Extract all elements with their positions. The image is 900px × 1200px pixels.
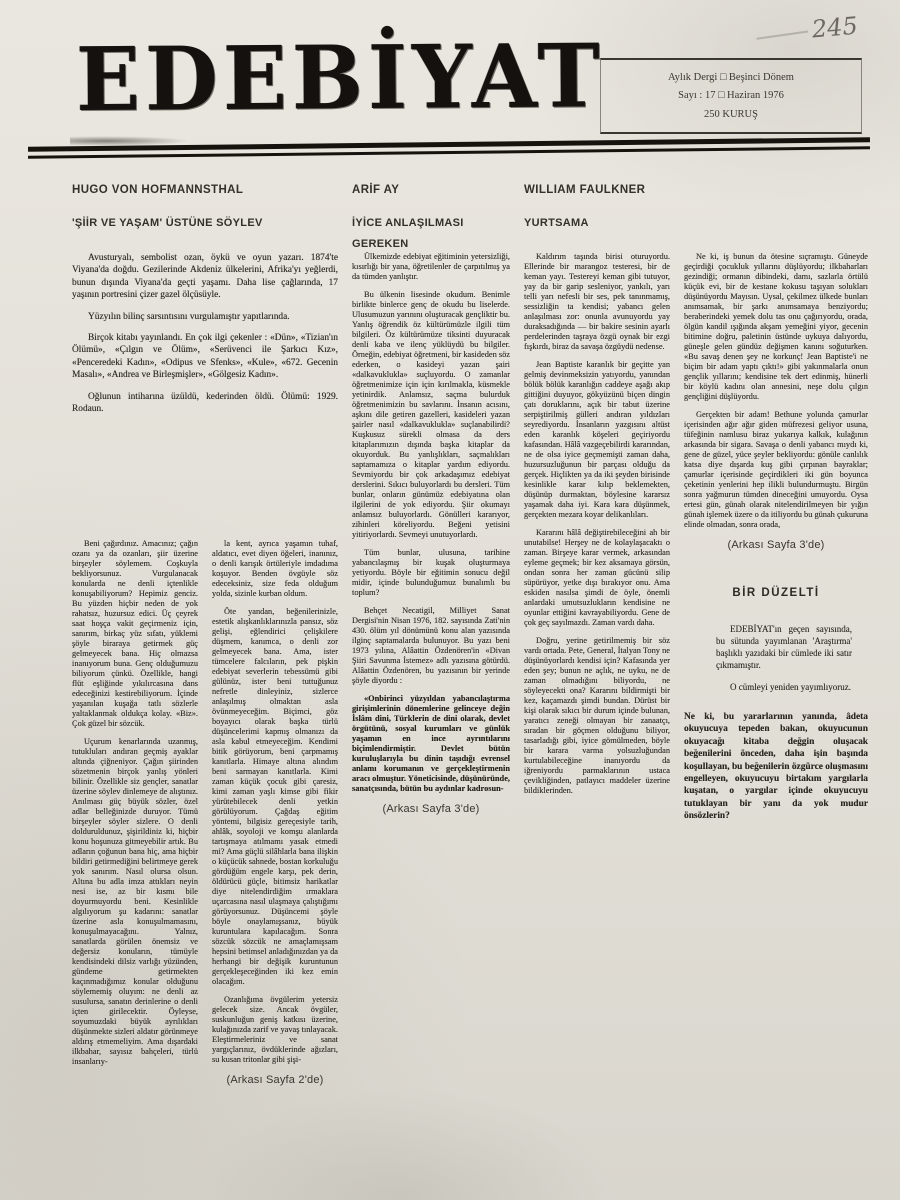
paragraph: Ülkemizde edebiyat eğitiminin yetersizliği, kısırlığı bir yana, öğretilenler de çarpıtılmış ya da tümden yanlıştır. bbox=[352, 252, 510, 281]
article-2-title: İYİCE ANLAŞILMASI GEREKEN bbox=[352, 217, 464, 250]
issue-info-line-1: Aylık Dergi □ Beşinci Dönem bbox=[668, 72, 794, 83]
paragraph: Avusturyalı, sembolist ozan, öykü ve oyun yazarı. 1874'te Viyana'da doğdu. Gezilerinde Akdeniz ülkelerini, Afrika'yı yeğlerdi, bunun dışında Viyana'da geçti yaşamı. Daha lise çağlarında, 17 yaşının portresini çizer gazel ölçüsüyle. bbox=[72, 253, 338, 301]
article-2-quote: «Onbirinci yüzyıldan yabancılaştırma girişimlerinin dönemlerine gelinceye değin İslâm dini, Türklerin de dini olarak, devlet örgütünü, sosyal kurumları ve günlük yaşamın en ince ayrıntılarını biçimlendirmiştir. Devlet bütün kuruluşlarıyla bu dinin taşıdığı evrensel anlamı korumanın ve gerçekleştirmenin aracı olmuştur. Yöneticisinde, düşünüründe, sanatçısında, bütün bu aydınlar kadrosun- bbox=[352, 694, 510, 793]
paragraph: Yüzyılın bilinç sarsıntısını vurgulamıştır yapıtlarında. bbox=[88, 311, 290, 322]
article-1-column-2 bbox=[212, 539, 338, 1200]
correction-notice bbox=[684, 587, 868, 823]
paragraph: Bu ülkenin lisesinde okudum. Benimle birlikte binlerce genç de okudu bu liselerde. Ulusumuzun yarınını oluşturacak gençliktir bu. Yanlış öğrendik öz kültürümüzle ilgili tüm bilgileri. Öz kültürümüze tiksinti duyuracak denli kaba ve ilenç yüklüydü bu bilgiler. Örneğin, edebiyat öğretmeni, bir kasideden söz ederken, o kasideyi yazan şairi «dalkavuklukla» suçluyordu. O zamanlar öğretmenimize için için kırılmakla, küsmekle yetinirdik. Anlamsız, saçma bulurduk öğretmenimizin bu savlarını. İnsanın acısını, aşkını dile getiren gazelleri, kasideleri yazan şairler nasıl «dalkavuklukla» suçlanabilirdi? Kuşkusuz sürekli olmasa da ders kitaplarımızın dışında başka kitaplar da okuyorduk. Bu yanlışlıkları, saçmalıkları saptamamıza o kitaplar yardım ediyordu. Sevmiyordu bir çok arkadaşımız edebiyat derslerini. Sıkıcı buluyorlardı bu dersleri. Tüm bunlar, onların günümüz edebiyatına olan ilgilerini de yok ediyordu. Şiir okumayı anlamsız buluyorlardı. Gönülleri kararıyor, zihinleri köreliyordu. Beğeni yetisini yitiriyorlardı. Sevmeyi unutuyorlardı. bbox=[352, 290, 510, 539]
correction-paragraph-1: EDEBİYAT'ın geçen sayısında, bu sütunda yayımlanan 'Araştırma' başlıklı yazıdaki bir cümlede iki satır çıkmamıştır. bbox=[716, 624, 852, 670]
article-headers bbox=[72, 184, 868, 255]
article-1-column-1 bbox=[72, 539, 198, 1200]
handwritten-page-number: 245 bbox=[755, 12, 859, 49]
article-1-header bbox=[72, 184, 338, 255]
article-2-column bbox=[352, 252, 510, 1200]
correction-paragraph-3: Ne ki, bu yararlarının yanında, âdeta okuyucuya tepeden bakan, okuyucunun okuyacağı kitaba değgin oluşacak beğenilerini önceden, daha işin başında koşullayan, bu beğenilerin özgürce oluşmasını engelleyen, okuyucuyu birtakım yargılarla kuşatan, o yargılar içinde okuyucuyu tutuklayan bir yanı da yok mudur önsözlerin? bbox=[684, 712, 868, 822]
paragraph: Jean Baptiste karanlık bir geçitte yan gelmiş devinmeksizin yatıyordu, yanından bölük bölük karanlığın caddeye aşağı akıp gittiğini duyuyor, gökyüzünü biçen dingin çatı doruklarını, açık bir tabut üzerine serpiştirilmiş gülleri andıran yıldızları seyrediyordu. İnsanların yazgısını altüst eden karanlık köşeleri geçiriyordu kafasından. Hâlâ vazgeçebilirdi kararından, ne de olsa iyice geçmemişti zaman daha, huzursuzluğunun bir parçası olduğu da gerçek. Hiçlikten ya da iki şeyden birisinde kesinlikle karar kılıp beklemekten, düşünüp durmaktan, böylesine kararsız yaşamak daha iyi. Kara kara düşünmek, gerçekten mezara koyar delikanlıları. bbox=[524, 360, 670, 519]
article-1-author: HUGO VON HOFMANNSTHAL bbox=[72, 184, 244, 196]
article-1-title: 'ŞİİR VE YAŞAM' ÜSTÜNE SÖYLEV bbox=[72, 217, 263, 229]
article-3-continuation: (Arkası Sayfa 3'de) bbox=[727, 539, 825, 551]
article-3-header bbox=[524, 184, 868, 255]
article-columns bbox=[72, 252, 868, 1200]
paragraph: Ne ki, iş bunun da ötesine sıçramıştı. Güneyde geçirdiği çocukluk yıllarını düşlüyordu; ilkbaharları gezindiği; ormanın dibindeki, damı, sazlarla örtülü küçük evi, bir de kestane kokusu taşıyan solukları düşünüyordu Mayısın. Uysal, çekilmez ülkede bunları anımsamak, bir şarkı anımsamaya benziyordu; beraberindeki yemek dolu tas onu çağırıyordu, orada, ölgün kandil ışığında akşam yemeğini yiyor, gecenin bitimine doğru, paletinin üstünde uykuya dalıyordu, güneşle gelen gündüz değişmen kanını soğuturken. «Bu savaş denen şey ne korkunç! Jean Baptiste'i ne biçim bir adam yaptı çıktı!» gibi yakınmalarla onun gençlik yıllarını; kendisine tek dert edinmiş, hünerli bir köylü kadını olan annesini, neşe dolu çılgın gençliğini düşlüyordu. bbox=[684, 252, 868, 401]
paragraph: la kent, ayrıca yaşamın tuhaf, aldatıcı, evet diyen öğeleri, inanınız, o denli karışık örtüleriyle imdadıma koşuyor. Benden övgüyle söz edeceksiniz, size feda olduğum yolda, sizinle kurban oldum. bbox=[212, 538, 338, 598]
paragraph: Gerçekten bir adam! Bethune yolunda çamurlar içerisinden ağır ağır giden müfrezesi geliyor usuna, tüfeğinin namlusu biraz yukarıya kalkık, kulağının arkasında bir sigara. Savaşa o denli yabancı mıydı ki, gene de güzel, yüce şeyler bekliyordu: gönüle canlılık katsa diye dışarda kuş gibi çırpınan bayraklar; çamurlar içerisinde geçirdikleri iki gün boyunca çeketinin yenlerini hep ilikli bulundurmuştu. Birgün sonra yağmurun tümden dineceğini umuyordu. Oysa ertesi gün, günah olarak nitelendirilmeyen bir yığın günah işlemek üzere o da itiliyordu bu günah çukuruna elinde olmadan, sonra orada, bbox=[684, 410, 868, 529]
issue-info-line-3: 250 KURUŞ bbox=[704, 108, 758, 120]
article-2-author: ARİF AY bbox=[352, 184, 400, 196]
paragraph: Behçet Necatigil, Milliyet Sanat Dergisi'nin Nisan 1976, 182. sayısında Zati'nin 430. ölüm yıl dönümünü konu alan yazısında ilginç saptamalarda bulunuyor. Bu yazı beni 1973 yılına, Alâattin Özdenören'in «Divan Şiiri Savunma İstemez» adlı yazısına götürdü. Alâattin Özdenören, bu yazısının bir yerinde şöyle diyordu : bbox=[352, 606, 510, 685]
scan-smudge bbox=[70, 136, 190, 146]
article-2-text bbox=[352, 252, 510, 686]
article-3-column-2-text bbox=[684, 252, 868, 530]
paragraph: Ozanlığıma övgülerim yetersiz gelecek size. Ancak övgüler, suskunluğun geniş katkısı üzerine, kulağınızda zarif ve yavaş tınlayacak. Eleştirmeleriniz ve sanat yargıçlarınız, övdüklerinde ağızları, su kusan tritonlar gibi şişi- bbox=[212, 994, 338, 1064]
article-1-intro bbox=[72, 252, 338, 539]
paragraph: Doğru, yerine getirilmemiş bir söz vardı ortada. Pete, General, İtalyan Tony ne düşünüyorlardı kendisi için? Kafasında yer eden şey; bunun ne açlık, ne uyku, ne de zaman olmadığını biliyordu, ne söyleyecekti ona? Kararını bildirmişti bir kez, kaçamazdı şimdi bundan. Dürüst bir kişi olarak sıkıcı bir durum içinde bulunan, yaratıcı zeneği olmayan bir zanaatçı, sıradan bir göçmen olduğunu biliyor, tasarladığı gibi, iyice gömülmeden, böyle bir karara varma yolsuzluğundan kurtulabileceğine inanıyordu da iğreniyordu parmaklarının ustaca çevikliğinden, patlayıcı maddeler üzerine bildiklerinden. bbox=[524, 636, 670, 795]
article-3-column-2 bbox=[684, 252, 868, 1200]
article-3-author: WILLIAM FAULKNER bbox=[524, 184, 646, 196]
paragraph: Beni çağırdınız. Amacınız; çağın ozanı ya da ozanları, şiir üzerine birşeyler söylemem. Coşkuyla bekliyorsunuz. Vurgulanacak konularda ne denli içtenlikle konuşabiliyorum? Hepimiz genciz. Bu yüzden hiçbir neden de yok rahatsız, huzursuz edici. Üç çeyrek saat hoşça vakit geçirmeniz için, sanırım, birkaç yüz sıfatı, yüklemi şöyle biraraya getirmek güç gelmeyecek bana. Hiç olmazsa inanıyorum buna. Genç olduğumuzu biliyorum çünkü. Özellikle, hangi flüt eşliğinde yıkılırcasına dans edeceğinizi kestirebiliyorum. İçinde yaşanılan kuşağa tatlı sözlerle yaltaklanmak oldukça kolay. «Biz». Çok güzel bir sözcük. bbox=[72, 538, 198, 728]
issue-info-line-2: Sayı : 17 □ Haziran 1976 bbox=[678, 90, 784, 102]
paragraph: Birçok kitabı yayınlandı. En çok ilgi çekenler : «Dün», «Tizian'ın Ölümü», «Çılgın ve Ölüm», «Serüvenci ile Şarkıcı Kız», «Penceredeki Kadın», «Odipus ve Sfenks», «Kule», «672. Gecenin Masalı», «Andrea ve Birleşmişler», «Gölgesiz Kadın». bbox=[72, 333, 338, 381]
article-1-continuation: (Arkası Sayfa 2'de) bbox=[226, 1073, 324, 1086]
magazine-title: EDEBİYAT bbox=[75, 24, 606, 131]
paragraph: Kaldırım taşında birisi oturuyordu. Ellerinde bir marangoz testeresi, bir de keman yayı. Testereyi keman gibi tutuyor, yay da bir garip sesleniyor, yankılı, yarı telli yarı nefesli bir ses, pek tanınmamış, sessizliğin ta kendisi; yabancı gelen anlaşılması zor: onunla avunuyordu yay duraksadığında — bir bakire sesinin ayarlı perdelerinden taşraya özgü oynak bir ezgi fışkırdı, biraz da savaşa özgüydü nedense. bbox=[524, 252, 670, 351]
paragraph: Oğlunun intiharına üzüldü, kederinden öldü. Ölümü: 1929. Rodaun. bbox=[72, 391, 338, 415]
article-3-title: YURTSAMA bbox=[524, 217, 589, 229]
correction-heading: BİR DÜZELTİ bbox=[732, 587, 820, 599]
paragraph: Uçurum kenarlarında uzanmış, tutukluları andıran geçmiş ayaklar altında çiğneniyor. Çağın şiirinden sözetmenin birçok yanlış yönleri bilinir. Özellikle siz gençler, sanatlar üzerine söylev dinlemeye de alıştınız. Anılması güç büyük sözler, özel adlar belleğinizde duruyor. Tümü birşeyler söyler sizlere. O denli dolduruldunuz, şişirildiniz ki, hiçbir konu hoşunuza gitmeyebilir artık. Bu adların çoğunun bana hiç, ama hiçbir bildiri getirmediğini belirtmeye gerek yok sanırım. Nasıl olursa olsun. Altına bu adla imza attıkları neyin nesi ise, az bir kısmı bile doyurmuyordu beni. Kesinlikle algılıyorum şu kadarını: sanatlar üzerine asla konuşulmamasını, konuşulmayacağını. Yalnız, sanatlarda görülen önemsiz ve değersiz konuların, tümüyle kendisindeki dilsiz varlığı yüzünden, gündeme getirmekten kaçınmadığımız konular olduğunu söylememiş oluyım: ne denli az susulursa, sanatın derinlerine o denli içten girilecektir. Öyleyse, soyumuzdaki büyük ayrılıkları düşünmekte sizleri aldatır görünmeye aldırış etmemeliyim. Ama dışardaki ilkbahar, sayısız bahçeleri, türlü insanlarıy- bbox=[72, 736, 198, 1066]
paragraph: Öte yandan, beğenilerinizle, estetik alışkanlıklarınızla pansız, söz gelişi, eğlendirici çelişkilere düşmem, kanımca, o denli zor gelmeyecek bana. Ama, ister tümcelere falcıların, pek pişkin edebiyat severlerin tebessümü gibi gülünüz, ister beni tuttuğunuz nefretle dinleyiniz, sizlerce anlaşılmış olmaktan asla övünmeyeceğim. Biçimci, göz boyayıcı olarak başka türlü düşüncelerimi kapmış olmanızı da asla kabul etmeyeceğim. Kendimi bitik görüyorum, beni çarpmamış kanıtlarla. Himaye altına alındım beni sarmayan kanıtlarla. Kimi zaman küçük çocuk gibi çaresiz, kimi zaman yaşlı kimse gibi fikir yürütebilecek denli yetkin görülüyorum. Çağdaş eğitim yöntemi, bilgisiz gereçesiyle tarih, ahlâk, soyoloji ve komşu alanlarda tartışmaya atılmamı yasak etmedi mi? Ama güçlü silâhlarla bana ilişkin o küçücük sahnede, bostan korkuluğu gördüğüm engele karşı, pek derin, öldürücü güçle, bitimsiz harikatlar diye nitelendirdiğim ırmaklara uçarcasına nasıl ulaşmaya çalıştığımı görüyorsunuz. Düşüncemi şöyle böyle onaylamışsanız, büyük kuruntulara kapılacağım. Sonra sözcük sözcük ne amaçlamışsam hepsini betimsel anladığınızdan ya da herhangi bir değişik kuruntunun gerçekleşeceğinden iki kez emin olacağım. bbox=[212, 606, 338, 986]
paragraph: Tüm bunlar, ulusuna, tarihine yabancılaşmış bir kuşak oluşturmaya yetiyordu. Böyle bir eğitimin sonucu değil midir, içinde bulunduğumuz bunalımlı bu toplum? bbox=[352, 548, 510, 597]
correction-paragraph-2: O cümleyi yeniden yayımlıyoruz. bbox=[730, 682, 851, 692]
article-2-header bbox=[352, 184, 510, 255]
issue-info-box bbox=[600, 58, 862, 134]
paragraph: Kararını hâlâ değiştirebileceğini ah bir unutabilse! Herşey ne de kolaylaşacaktı o zaman. Birşeye karar vermek, arkasından eyleme geçmek; bir kez aksamaya görsün, ondan sonra her zaman gücünü silip süpürüyor, yetke dışı bırakıyor onu. Ama eskiden nasılsa şimdi de öyle, önemli anlardaki umutsuzlukların kendisine ne oyunlar ettiğini kavrayabiliyordu. Gene de çok geç sayılmazdı. Zaman vardı daha. bbox=[524, 528, 670, 627]
article-2-continuation: (Arkası Sayfa 3'de) bbox=[382, 803, 480, 815]
article-1-column-2-text bbox=[212, 539, 338, 1065]
article-3-column-1 bbox=[524, 252, 670, 1200]
